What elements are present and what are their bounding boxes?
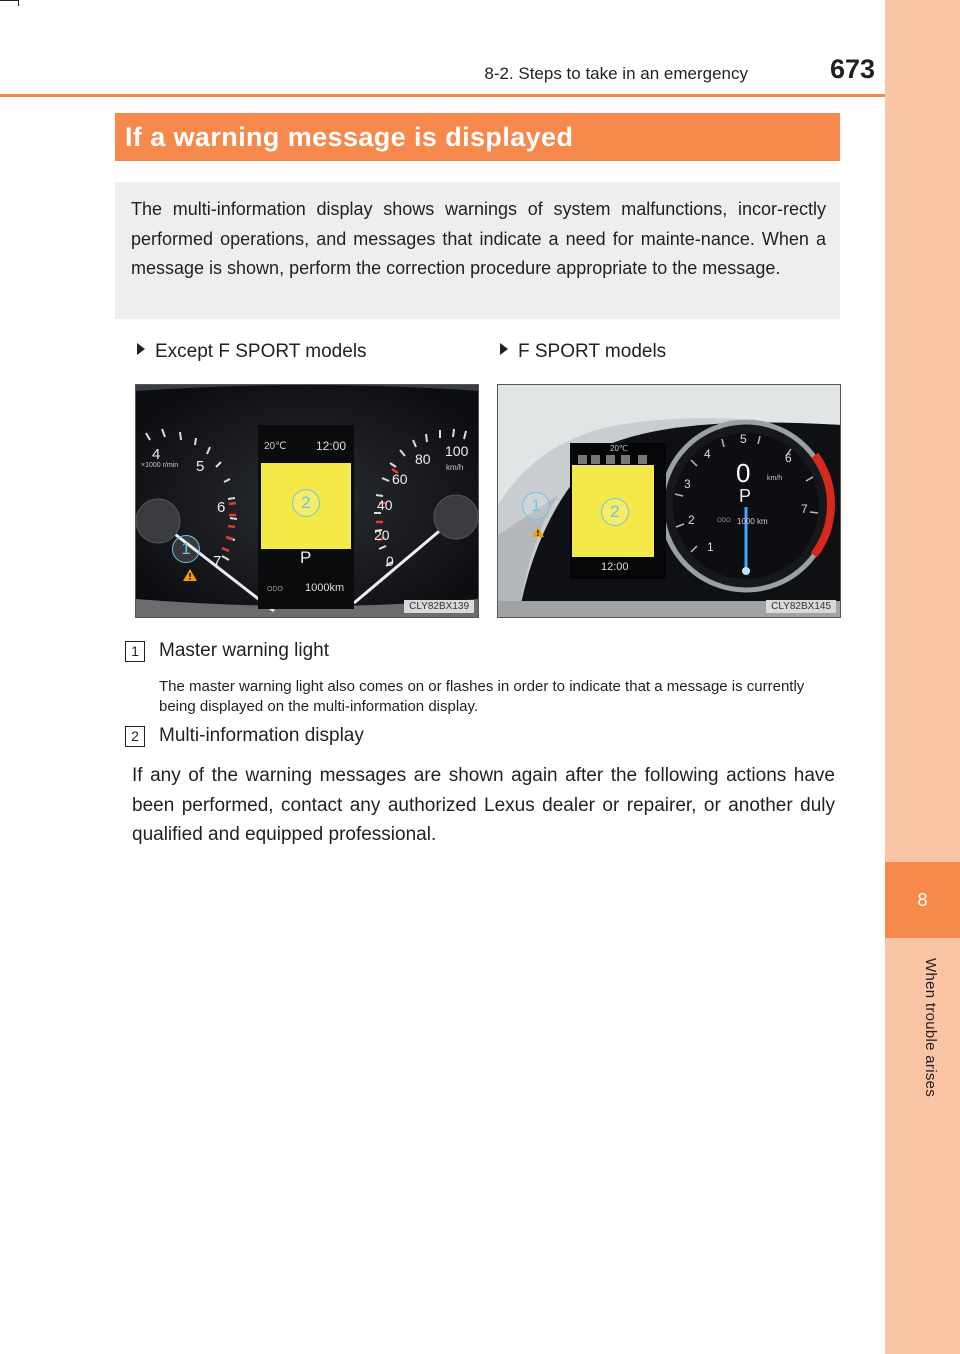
gauge-tick: 4 (704, 447, 711, 461)
item-title-master-warning: Master warning light (159, 640, 330, 661)
speedo-tick: 60 (392, 471, 408, 487)
body-paragraph: If any of the warning messages are shown again after the following actions have been performed, contact any authorized Lexus dealer or repairer, or another duly qualified and equipped professional. (132, 765, 835, 845)
tach-unit: ×1000 r/min (141, 462, 179, 469)
instrument-cluster-fsport (497, 384, 841, 618)
figure-code: CLY82BX145 (766, 600, 836, 613)
gauge-tick: 1 (707, 540, 714, 554)
item-number-1: 1 (125, 641, 145, 662)
tach-tick: 5 (196, 458, 205, 475)
chapter-sidebar (885, 0, 960, 1354)
chapter-title: When trouble arises (922, 958, 939, 1098)
display-clock: 12:00 (316, 439, 347, 453)
display-temperature: 20℃ (610, 444, 628, 453)
odo-value: 1000 km (737, 517, 768, 526)
speedo-tick: 0 (386, 553, 394, 569)
tach-tick: 4 (152, 446, 161, 463)
speedo-unit: km/h (446, 463, 464, 472)
section-title: If a warning message is displayed (115, 113, 840, 161)
tach-tick: 6 (217, 499, 226, 516)
triangle-bullet-icon (500, 343, 508, 355)
intro-box: The multi-information display shows warnings of system malfunctions, incor-rectly performed operations, and messages that indicate a need for mainte-nance. When a message is shown, perform the correction procedure appropriate to the message. (115, 182, 840, 319)
speedo-tick: 40 (377, 497, 393, 513)
gauge-tick: 3 (684, 477, 691, 491)
odo-value: 1000km (305, 582, 345, 594)
section-header: 8-2. Steps to take in an emergency (484, 64, 748, 83)
display-temperature: 20℃ (264, 441, 287, 452)
figure-label-fsport: F SPORT models (500, 341, 666, 363)
header-rule (0, 94, 885, 97)
item-note-master-warning: The master warning light also comes on or flashes in order to indicate that a message is currently being displayed on the multi-information display. (159, 678, 805, 715)
chapter-number-tab: 8 (885, 862, 960, 938)
crop-mark (0, 0, 18, 1)
display-clock: 12:00 (601, 561, 629, 573)
speedo-tick: 20 (374, 527, 390, 543)
speedo-tick: 100 (445, 443, 469, 459)
item-number-2: 2 (125, 726, 145, 747)
figure-label-standard: Except F SPORT models (137, 341, 367, 363)
gauge-tick: 5 (740, 432, 747, 446)
instrument-cluster-standard (135, 384, 479, 618)
item-title-multi-info-display: Multi-information display (159, 725, 364, 746)
crop-mark (18, 0, 19, 6)
figure-code: CLY82BX139 (404, 600, 474, 613)
gauge-tick: 2 (688, 513, 695, 527)
callout-1: 1 (522, 492, 550, 520)
odo-label: ODO (267, 586, 283, 593)
speed-readout: 0 (736, 458, 751, 488)
triangle-bullet-icon (137, 343, 145, 355)
gauge-tick: 7 (801, 502, 808, 516)
odo-label: ODO (717, 518, 731, 524)
gear-indicator: P (739, 486, 752, 506)
speedo-tick: 80 (415, 451, 431, 467)
page-number: 673 (829, 54, 875, 84)
callout-2: 2 (601, 498, 629, 526)
gauge-tick: 6 (785, 451, 792, 465)
gear-indicator: P (300, 548, 312, 567)
tach-tick: 7 (213, 553, 222, 570)
callout-1: 1 (172, 535, 200, 563)
callout-2: 2 (292, 489, 320, 517)
gauge-unit: km/h (767, 475, 783, 482)
